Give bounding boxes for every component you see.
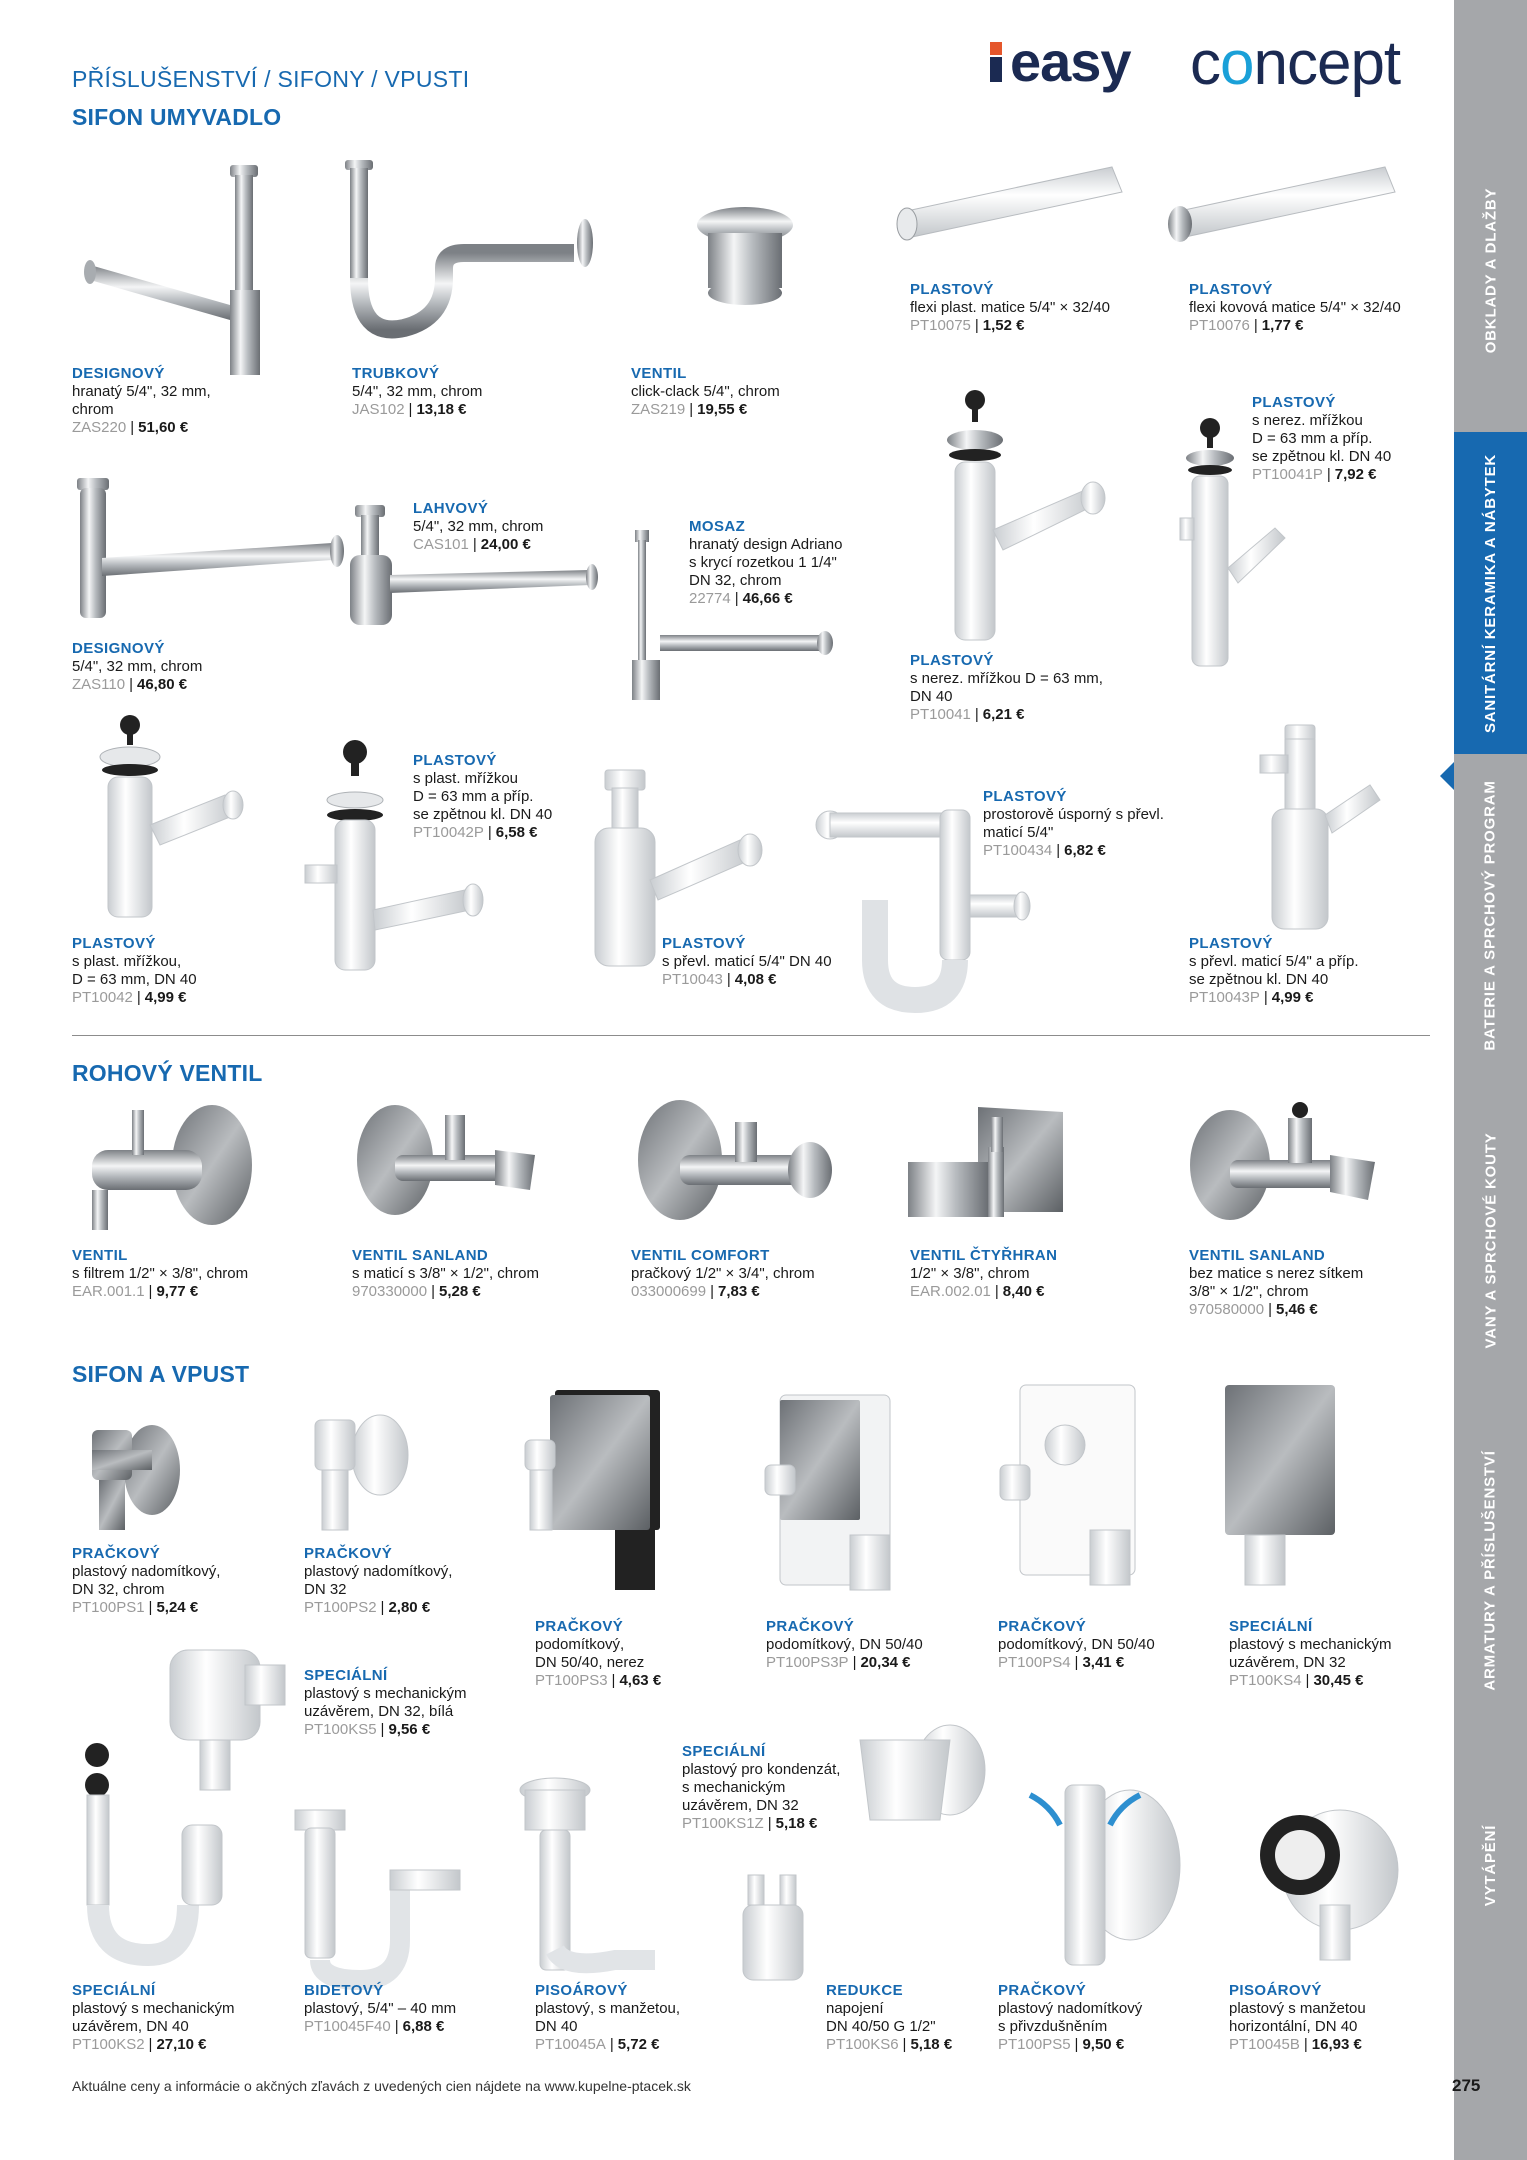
product-pt100ps4: PRAČKOVÝ podomítkový, DN 50/40 PT100PS4 | 3,41 € (998, 1618, 1155, 1671)
product-pt100ks1z: SPECIÁLNÍ plastový pro kondenzát, s mechanickým uzávěrem, DN 32 PT100KS1Z | 5,18 € (682, 1743, 841, 1832)
section-title-sifon-a-vpust: SIFON A VPUST (72, 1361, 250, 1387)
active-tab-notch (1440, 762, 1454, 790)
flexi-plast-image (892, 162, 1132, 252)
ventil-ctyrhran-image (908, 1102, 1068, 1227)
product-pt100ps3p: PRAČKOVÝ podomítkový, DN 50/40 PT100PS3P | 20,34 € (766, 1618, 923, 1671)
product-pt100ks2: SPECIÁLNÍ plastový s mechanickým uzávěrem, DN 40 PT100KS2 | 27,10 € (72, 1982, 235, 2053)
ventil-s-filtrem-image (72, 1100, 257, 1230)
product-jas102: TRUBKOVÝ 5/4", 32 mm, chrom JAS102 | 13,18 € (352, 365, 483, 418)
product-pt10041p: PLASTOVÝ s nerez. mřížkou D = 63 mm a příp. se zpětnou kl. DN 40 PT10041P | 7,92 € (1252, 394, 1392, 483)
designovy-sifon-image (80, 155, 280, 375)
section-title-rohovy-ventil: ROHOVÝ VENTIL (72, 1060, 263, 1086)
page-number: 275 (1452, 2076, 1481, 2095)
ventil-sanland-image (355, 1100, 545, 1220)
bidetovy-image (295, 1810, 465, 1985)
rail-item-baterie[interactable]: BATERIE A SPRCHOVÝ PROGRAM (1482, 779, 1500, 1051)
plastovy-sifon-nerez-image (935, 390, 1115, 650)
product-zas219: VENTIL click-clack 5/4", chrom ZAS219 | 19,55 € (631, 365, 780, 418)
category-rail (1454, 0, 1527, 2160)
product-033000699: VENTIL COMFORT pračkový 1/2" × 3/4", chrom 033000699 | 7,83 € (631, 1247, 815, 1300)
product-22774: MOSAZ hranatý design Adriano s krycí rozetkou 1 1/4" DN 32, chrom 22774 | 46,66 € (689, 518, 843, 607)
pisoarovy-45b-image (1240, 1795, 1400, 1965)
prackovy-ps5-image (1010, 1765, 1190, 1965)
trubkovy-sifon-image (335, 160, 605, 350)
prackovy-ps3-image (525, 1390, 665, 1595)
product-pt100ks6: REDUKCE napojení DN 40/50 G 1/2" PT100KS6 | 5,18 € (826, 1982, 953, 2053)
product-pt10042: PLASTOVÝ s plast. mřížkou, D = 63 mm, DN 40 PT10042 | 4,99 € (72, 935, 197, 1006)
logo-easy-text: easy (1010, 30, 1131, 93)
click-clack-ventil-image (690, 205, 800, 310)
specialni-ks2-image (72, 1745, 242, 1975)
breadcrumb: PŘÍSLUŠENSTVÍ / SIFONY / VPUSTI (72, 66, 470, 92)
ventil-comfort-image (635, 1100, 840, 1225)
product-pt100ps5: PRAČKOVÝ plastový nadomítkový s přivzdušněním PT100PS5 | 9,50 € (998, 1982, 1143, 2053)
product-pt100434: PLASTOVÝ prostorově úsporný s převl. maticí 5/4" PT100434 | 6,82 € (983, 788, 1164, 859)
logo-mark-icon (990, 42, 1002, 82)
product-pt10045b: PISOÁROVÝ plastový s manžetou horizontální, DN 40 PT10045B | 16,93 € (1229, 1982, 1366, 2053)
product-pt100ps3: PRAČKOVÝ podomítkový, DN 50/40, nerez PT100PS3 | 4,63 € (535, 1618, 662, 1689)
ventil-sanland-2-image (1190, 1100, 1390, 1230)
product-pt10075: PLASTOVÝ flexi plast. matice 5/4" × 32/40 PT10075 | 1,52 € (910, 281, 1111, 334)
redukce-image (738, 1875, 818, 1985)
product-pt10045a: PISOÁROVÝ plastový, s manžetou, DN 40 PT10045A | 5,72 € (535, 1982, 681, 2053)
product-ear-001-1: VENTIL s filtrem 1/2" × 3/8", chrom EAR.001.1 | 9,77 € (72, 1247, 249, 1300)
designovy-sifon-2-image (72, 478, 352, 628)
product-pt10076: PLASTOVÝ flexi kovová matice 5/4" × 32/40 PT10076 | 1,77 € (1189, 281, 1401, 334)
logo-concept-text: concept (1190, 29, 1401, 98)
rail-item-vany[interactable]: VANY A SPRCHOVÉ KOUTY (1482, 1132, 1499, 1348)
section-title-sifon-umyvadlo: SIFON UMYVADLO (72, 104, 282, 130)
product-970580000: VENTIL SANLAND bez matice s nerez sítkem 3/8" × 1/2", chrom 970580000 | 5,46 € (1189, 1247, 1364, 1318)
product-pt100ks4: SPECIÁLNÍ plastový s mechanickým uzávěrem, DN 32 PT100KS4 | 30,45 € (1229, 1618, 1392, 1689)
flexi-kovova-image (1165, 162, 1405, 252)
pisoarovy-45a-image (515, 1770, 665, 1980)
prackovy-ps4-image (1000, 1385, 1145, 1595)
product-970330000: VENTIL SANLAND s maticí s 3/8" × 1/2", chrom 970330000 | 5,28 € (352, 1247, 539, 1300)
section-divider (72, 1035, 1430, 1036)
specialni-ks4-image (1225, 1385, 1345, 1590)
product-zas220: DESIGNOVÝ hranatý 5/4", 32 mm, chrom ZAS220 | 51,60 € (72, 365, 211, 436)
footer-note: Aktuálne ceny a informácie o akčných zľavách z uvedených cien nájdete na www.kupelne-ptacek.sk (72, 2078, 691, 2094)
product-pt10043p: PLASTOVÝ s převl. maticí 5/4" a příp. se zpětnou kl. DN 40 PT10043P | 4,99 € (1189, 935, 1359, 1006)
product-pt10042p: PLASTOVÝ s plast. mřížkou D = 63 mm a příp. se zpětnou kl. DN 40 PT10042P | 6,58 € (413, 752, 553, 841)
rail-item-sanitarni-keramika[interactable]: SANITÁRNÍ KERAMIKA A NÁBYTEK (1454, 432, 1527, 754)
product-pt10043: PLASTOVÝ s převl. maticí 5/4" DN 40 PT10043 | 4,08 € (662, 935, 832, 988)
plastovy-sifon-plast-mrizka-image (75, 715, 245, 930)
prackovy-ps1-image (72, 1410, 182, 1540)
product-ear-002-01: VENTIL ČTYŘHRAN 1/2" × 3/8", chrom EAR.002.01 | 8,40 € (910, 1247, 1058, 1300)
rail-item-obklady[interactable]: OBKLADY A DLAŽBY (1482, 187, 1500, 353)
rail-item-armatury[interactable]: ARMATURY A PŘÍSLUŠENSTVÍ (1482, 1449, 1500, 1691)
prackovy-ps3p-image (765, 1395, 905, 1600)
product-pt100ps2: PRAČKOVÝ plastový nadomítkový, DN 32 PT100PS2 | 2,80 € (304, 1545, 453, 1616)
product-pt10045f40: BIDETOVÝ plastový, 5/4" – 40 mm PT10045F40 | 6,88 € (304, 1982, 457, 2035)
product-pt100ps1: PRAČKOVÝ plastový nadomítkový, DN 32, chrom PT100PS1 | 5,24 € (72, 1545, 221, 1616)
product-pt100ks5: SPECIÁLNÍ plastový s mechanickým uzávěrem, DN 32, bílá PT100KS5 | 9,56 € (304, 1667, 467, 1738)
product-zas110: DESIGNOVÝ 5/4", 32 mm, chrom ZAS110 | 46,80 € (72, 640, 203, 693)
plastovy-sifon-prevl-zpetna-image (1220, 725, 1390, 940)
product-pt10041: PLASTOVÝ s nerez. mřížkou D = 63 mm, DN 40 PT10041 | 6,21 € (910, 652, 1103, 723)
rail-item-vytapeni[interactable]: VYTÁPĚNÍ (1482, 1824, 1500, 1906)
prackovy-ps2-image (300, 1410, 410, 1540)
product-cas101: LAHVOVÝ 5/4", 32 mm, chrom CAS101 | 24,00 € (413, 500, 544, 553)
